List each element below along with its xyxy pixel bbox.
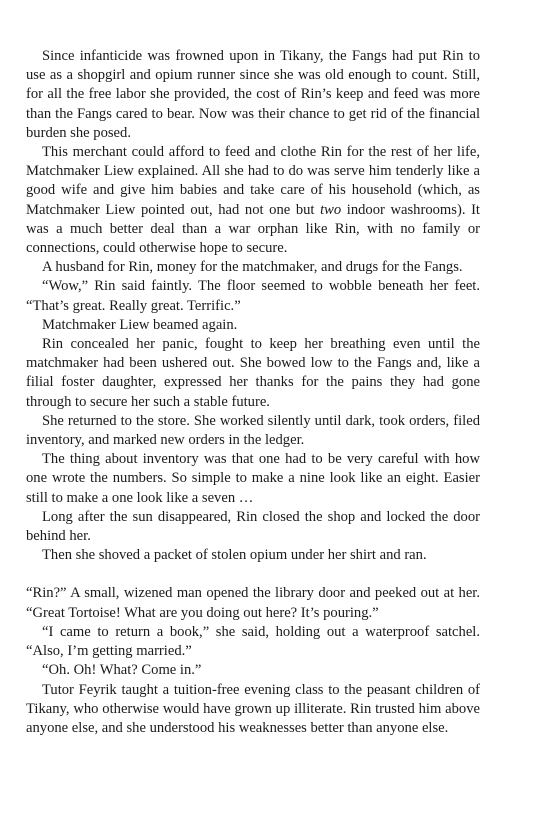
- section-break: [26, 565, 480, 584]
- paragraph: Matchmaker Liew beamed again.: [42, 316, 238, 333]
- paragraph: She returned to the store. She worked silently until dark, took orders, filed inventory, and marked new orders in the ledger.: [26, 412, 480, 449]
- paragraph: Rin concealed her panic, fought to keep her breathing even until the matchmaker had been ushered out. She bowed low to the Fangs and, like a filial foster daughter, expressed her thanks for the pains they had gone through to secure her such a stable future.: [26, 336, 480, 410]
- paragraph: “Wow,” Rin said faintly. The floor seemed to wobble beneath her feet. “That’s great. Really great. Terrific.”: [26, 278, 480, 314]
- paragraph: “Oh. Oh! What? Come in.”: [42, 662, 202, 679]
- paragraph-text: This merchant could afford to feed and clothe Rin for the rest of her life, Matchmaker Liew explained. All she had to do was serve him tenderly like a good wife and give him babies and take care of his household (which, as Matchmaker Liew pointed out, had not one but: [26, 144, 480, 218]
- paragraph: [26, 143, 480, 258]
- paragraph: Since infanticide was frowned upon in Tikany, the Fangs had put Rin to use as a shopgirl and opium runner since she was old enough to count. Still, for all the free labor she provided, the cost of Rin’s keep and feed was more than the Fangs cared to bear. Now was their chance to get rid of the financial burden she posed.: [26, 48, 480, 141]
- paragraph: Tutor Feyrik taught a tuition-free evening class to the peasant children of Tikany, who otherwise would have grown up illiterate. Rin trusted him above anyone else, and she understood his weaknesses better than anyone else.: [26, 681, 480, 736]
- paragraph: Then she shoved a packet of stolen opium under her shirt and ran.: [42, 547, 427, 564]
- paragraph: “Rin?” A small, wizened man opened the library door and peeked out at her. “Great Tortoise! What are you doing out here? It’s pouring.”: [26, 585, 480, 621]
- paragraph: A husband for Rin, money for the matchmaker, and drugs for the Fangs.: [42, 259, 463, 276]
- emphasis-text: two: [320, 201, 342, 218]
- paragraph: Long after the sun disappeared, Rin closed the shop and locked the door behind her.: [26, 508, 480, 545]
- paragraph: “I came to return a book,” she said, holding out a waterproof satchel. “Also, I’m getting married.”: [26, 623, 480, 660]
- paragraph-text: indoor washrooms). It was a much better deal than a war orphan like Rin, with no family or connections, could otherwise hope to secure.: [26, 201, 480, 257]
- paragraph: The thing about inventory was that one had to be very careful with how one wrote the numbers. So simple to make a nine look like an eight. Easier still to make a one look like a seven …: [26, 451, 480, 506]
